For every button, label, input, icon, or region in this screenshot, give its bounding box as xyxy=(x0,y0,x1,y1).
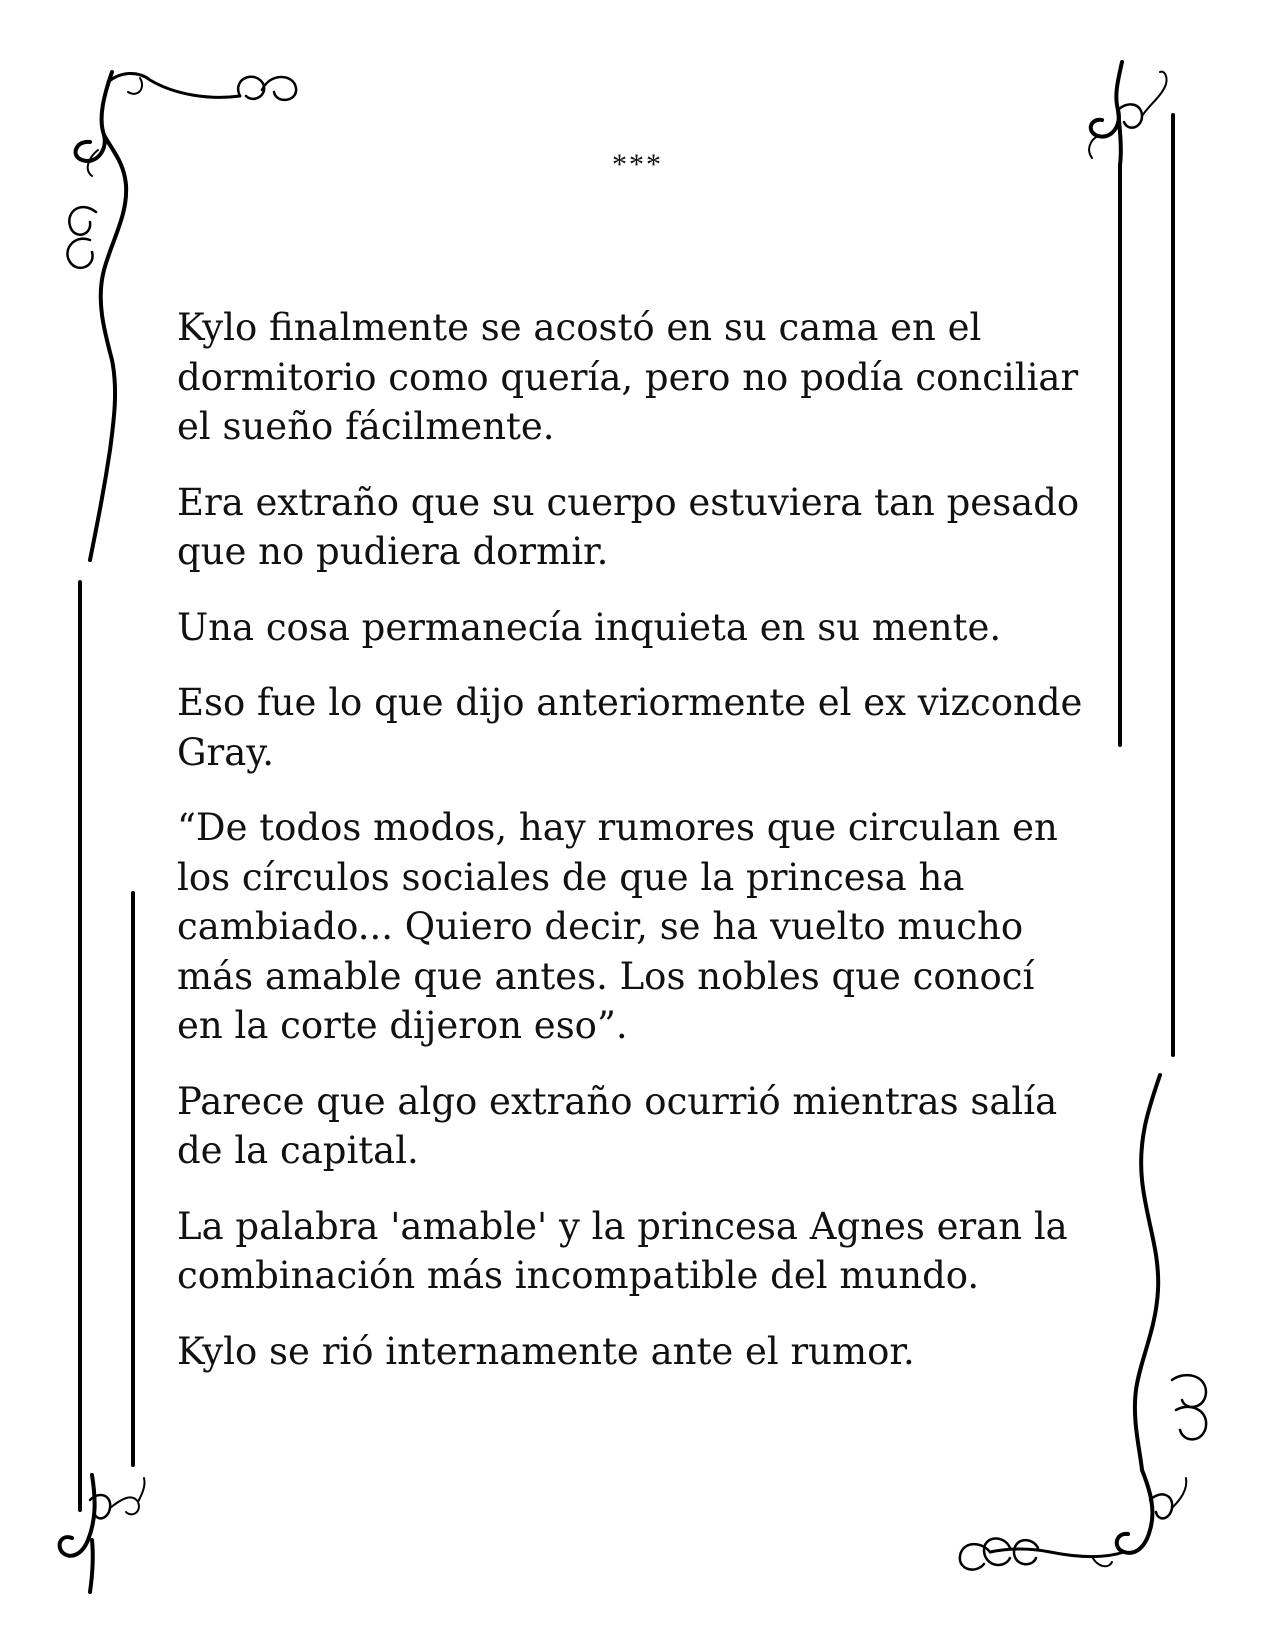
story-text xyxy=(177,303,1107,1402)
paragraph: Eso fue lo que dijo anteriormente el ex vizconde Gray. xyxy=(177,681,1083,774)
paragraph: Parece que algo extraño ocurrió mientras salía de la capital. xyxy=(177,1079,1058,1172)
paragraph: Una cosa permanecía inquieta en su mente. xyxy=(177,605,1002,649)
bottom-left-flourish xyxy=(60,1475,145,1592)
paragraph: Era extraño que su cuerpo estuviera tan pesado que no pudiera dormir. xyxy=(177,480,1080,573)
paragraph: La palabra 'amable' y la princesa Agnes eran la combinación más incompatible del mundo. xyxy=(177,1204,1068,1297)
paragraph: Kylo se rió internamente ante el rumor. xyxy=(177,1329,915,1373)
section-separator: *** xyxy=(612,148,663,181)
paragraph: “De todos modos, hay rumores que circulan en los círculos sociales de que la princesa ha cambiado... Quiero decir, se ha vuelto mucho más amable que antes. Los nobles que conocí en la corte dijeron eso”. xyxy=(177,806,1058,1047)
paragraph: Kylo finalmente se acostó en su cama en el dormitorio como quería, pero no podía conciliar el sueño fácilmente. xyxy=(177,306,1079,448)
